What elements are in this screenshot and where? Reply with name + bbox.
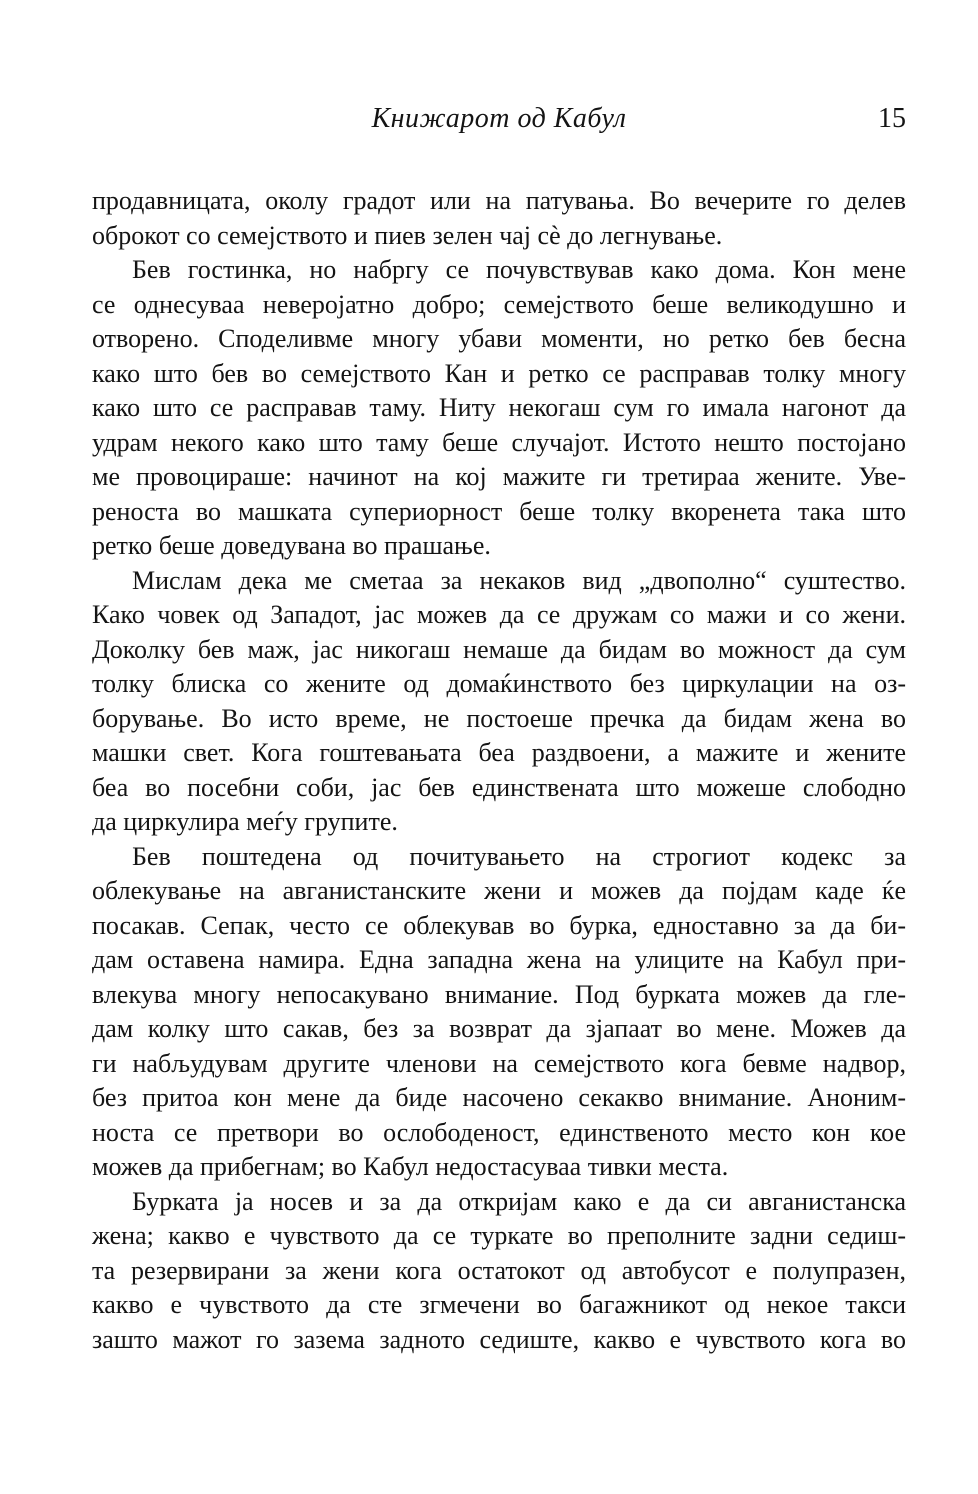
text-line: влекува многу непосакувано внимание. Под бурката можев да гле- xyxy=(92,979,906,1009)
text-line: носта се претвори во ослободеност, единственото место кон кое xyxy=(92,1117,906,1147)
text-line: облекување на авганистанските жени и можев да појдам каде ќе xyxy=(92,876,906,905)
text-line: ги набљудувам другите членови на семејството кога бевме надвор, xyxy=(92,1048,906,1078)
text-line: се однесуваа неверојатно добро; семејството беше великодушно и xyxy=(92,289,906,319)
text-line: зашто мажот го зазема задното седиште, какво е чувството кога во xyxy=(92,1324,906,1354)
text-line: жена; какво е чувството да се туркате во преполните задни седиш- xyxy=(92,1221,906,1250)
text-line: удрам некого како што таму беше случајот. Истото нешто постојано xyxy=(92,427,906,457)
text-line: можев да прибегнам; во Кабул недостасуваа тивки места. xyxy=(92,1152,729,1181)
text-line: Бев гостинка, но набргу се почувствував како дома. Кон мене xyxy=(132,255,906,284)
text-line: Бев поштедена од почитувањето на строгиот кодекс за xyxy=(132,841,906,871)
text-line: како што се расправав таму. Ниту некогаш сум го имала нагонот да xyxy=(92,393,906,422)
paragraph xyxy=(92,840,906,1185)
text-line: оброкот со семејството и пиев зелен чај сè до легнување. xyxy=(92,220,723,250)
text-line: ме провоцираше: начинот на кој мажите ги третираа жените. Уве- xyxy=(92,462,906,491)
text-line: Доколку бев маж, јас никогаш немаше да бидам во можност да сум xyxy=(92,634,906,664)
text-line: та резервирани за жени кога остатокот од автобусот е полупразен, xyxy=(92,1255,906,1285)
text-line: отворено. Споделивме многу убави моменти, но ретко бев бесна xyxy=(92,324,906,353)
text-line: беа во посебни соби, јас бев единствената што можеше слободно xyxy=(92,772,906,802)
paragraph xyxy=(92,564,906,840)
text-line: дам оставена намира. Една западна жена на улиците на Кабул при- xyxy=(92,945,906,974)
running-header xyxy=(92,103,906,137)
text-line: Бурката ја носев и за да откријам како е да си авганистанска xyxy=(132,1186,906,1216)
text-line: Како човек од Западот, јас можев да се дружам со мажи и со жени. xyxy=(92,600,906,629)
paragraph xyxy=(92,184,906,253)
text-line: ретко беше доведувана во прашање. xyxy=(92,531,491,560)
text-line: какво е чувството да сте згмечени во багажникот од некое такси xyxy=(92,1290,906,1319)
text-line: дам колку што сакав, без за возврат да зјапаат во мене. Можев да xyxy=(92,1014,906,1043)
paragraph xyxy=(92,253,906,564)
text-line: толку блиска со жените од домаќинството без циркулации на оз- xyxy=(92,669,906,698)
text-line: продавницата, околу градот или на патувања. Во вечерите го делев xyxy=(92,186,906,215)
text-line: Мислам дека ме сметаа за некаков вид „двополно“ суштество. xyxy=(132,565,906,595)
page-number: 15 xyxy=(878,103,906,134)
paragraph xyxy=(92,1185,906,1358)
text-line: машки свет. Кога гоштевањата беа раздвоени, а мажите и жените xyxy=(92,738,906,767)
text-line: посакав. Сепак, често се облекував во бурка, едноставно за да би- xyxy=(92,910,906,940)
text-line: како што бев во семејството Кан и ретко се расправав толку многу xyxy=(92,358,906,388)
text-line: без притоа кон мене да биде насочено секакво внимание. Аноним- xyxy=(92,1083,906,1112)
text-line: реноста во машката супериорност беше толку вкоренета така што xyxy=(92,496,906,526)
page-title: Книжарот од Кабул xyxy=(371,103,627,134)
text-line: борување. Во исто време, не постоеше пречка да бидам жена во xyxy=(92,703,906,733)
page-body xyxy=(92,184,906,1357)
text-line: да циркулира меѓу групите. xyxy=(92,807,398,836)
